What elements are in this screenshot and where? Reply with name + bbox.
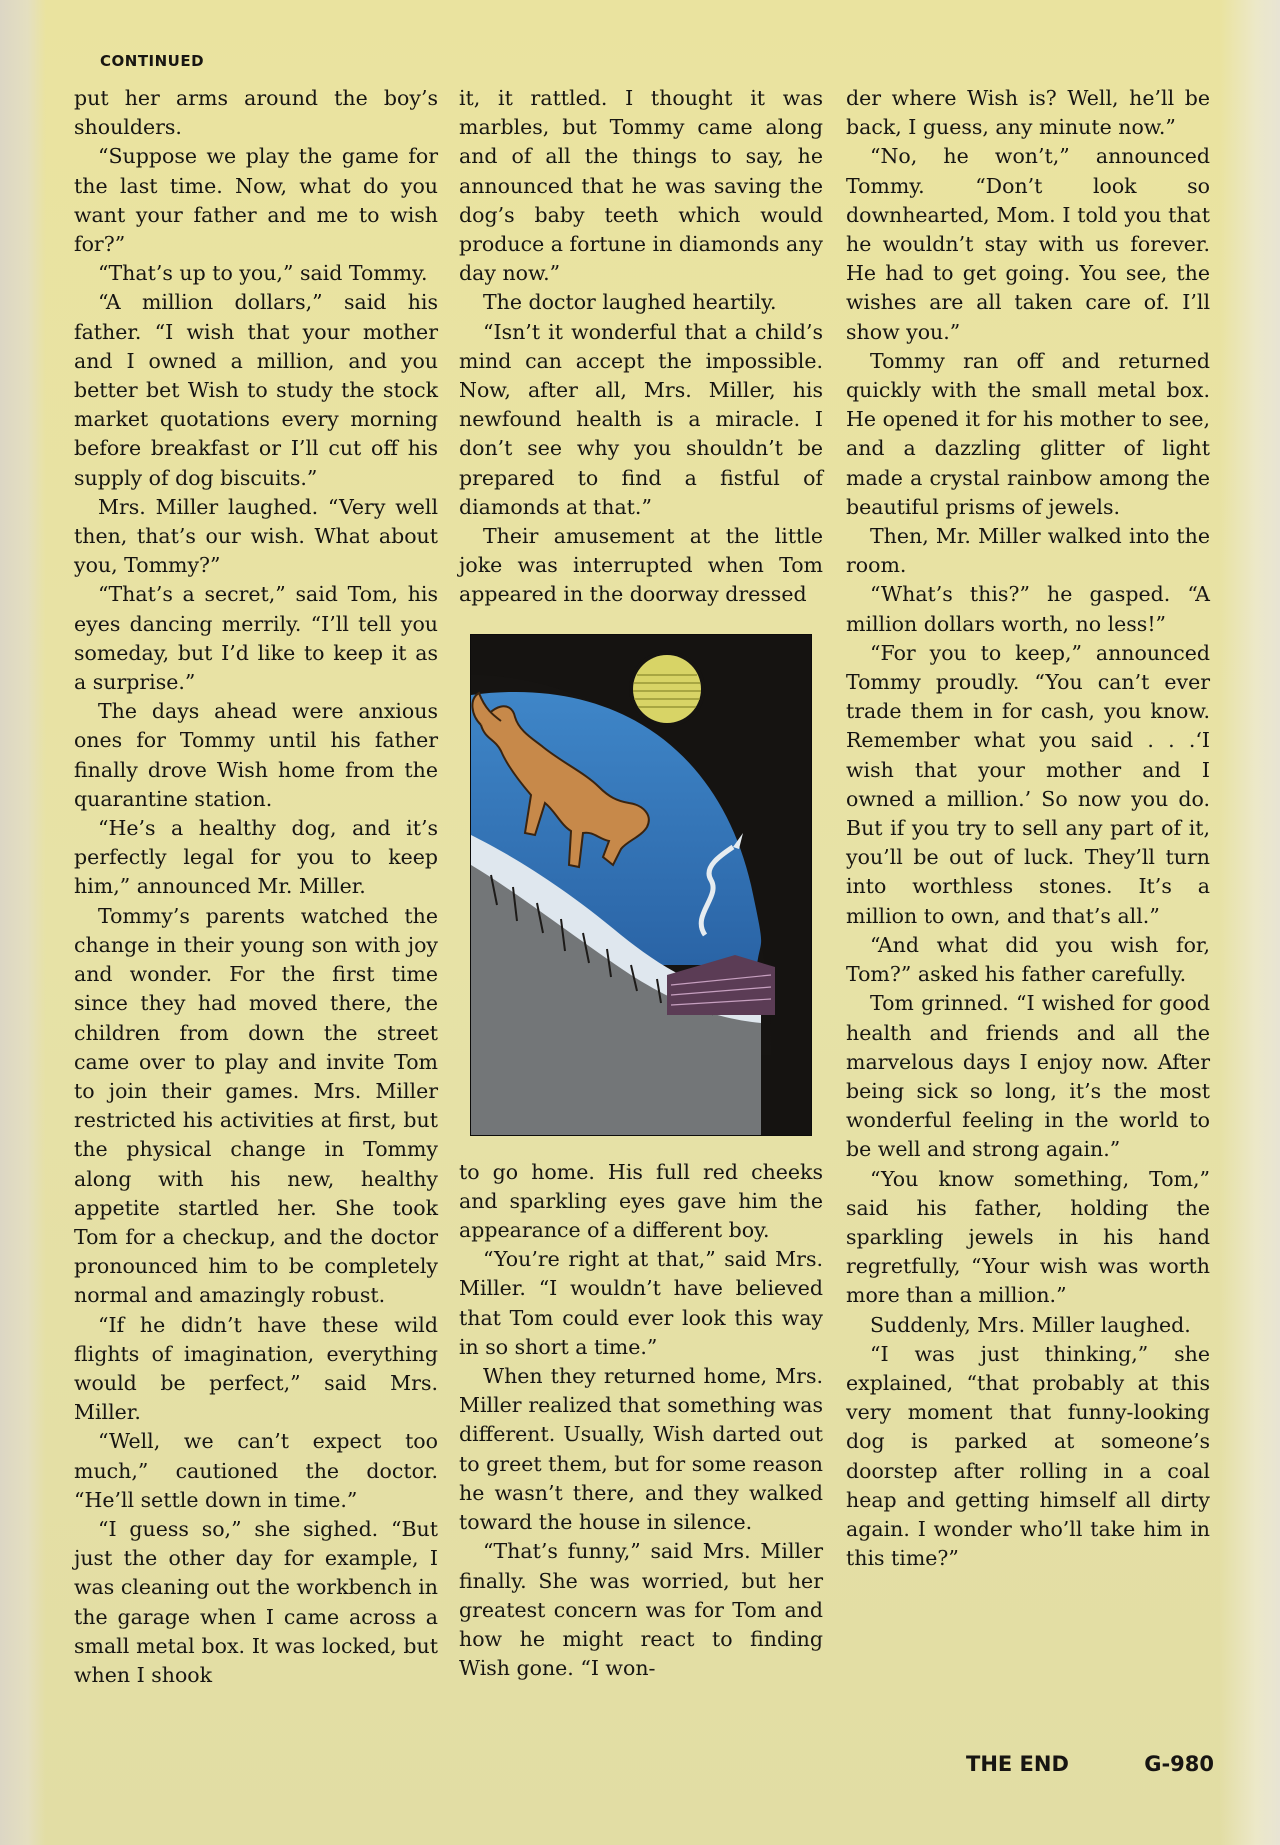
paragraph: “Well, we can’t expect too much,” cautioned the doctor. “He’ll settle down in time.” [74, 1429, 438, 1512]
paragraph: “That’s a secret,” said Tom, his eyes dancing merrily. “I’ll tell you someday, but I’d like to keep it as a surprise.” [74, 582, 438, 695]
paragraph: to go home. His full red cheeks and sparkling eyes gave him the appearance of a different boy. [459, 1159, 823, 1243]
paragraph: “You know something, Tom,” said his father, holding the sparkling jewels in his hand regretfully, “Your wish was worth more than a million.” [846, 1166, 1210, 1308]
paragraph: Their amusement at the little joke was interrupted when Tom appeared in the doorway dressed [459, 524, 823, 607]
text-column-2 [459, 84, 823, 1683]
paragraph: “A million dollars,” said his father. “I wish that your mother and I owned a million, and you better bet Wish to study the stock market quotations every morning before breakfast or I’ll cut off his supply of dog biscuits.” [74, 290, 438, 490]
paragraph: “You’re right at that,” said Mrs. Miller. “I wouldn’t have believed that Tom could ever look this way in so short a time.” [459, 1247, 823, 1359]
illustration-art [471, 635, 811, 1135]
paragraph: “And what did you wish for, Tom?” asked his father carefully. [846, 932, 1210, 987]
text-column-1 [74, 84, 438, 1690]
paragraph: “That’s funny,” said Mrs. Miller finally. She was worried, but her greatest concern was for Tom and how he might react to finding Wish gone. “I won- [459, 1539, 823, 1681]
paragraph: When they returned home, Mrs. Miller realized that something was different. Usually, Wish darted out to greet them, but for some reason he wasn’t there, and they walked toward the house in silence. [459, 1364, 823, 1535]
paragraph: der where Wish is? Well, he’ll be back, I guess, any minute now.” [846, 86, 1210, 140]
dog-leaping-moon-illustration [470, 634, 812, 1136]
paragraph: “That’s up to you,” said Tommy. [98, 261, 428, 286]
the-end-label: THE END [966, 1752, 1069, 1776]
continued-label: CONTINUED [100, 52, 205, 70]
paragraph: “He’s a healthy dog, and it’s perfectly legal for you to keep him,” announced Mr. Miller. [74, 816, 438, 899]
story-footer [966, 1752, 1214, 1776]
paragraph: “For you to keep,” announced Tommy proudly. “You can’t ever trade them in for cash, you know. Remember what you said . . .‘I wish that your mother and I owned a million.’ So now you do. But if you try to sell any part of it, you’ll be out of luck. They’ll turn into worthless stones. It’s a million to own, and that’s all.” [846, 640, 1210, 928]
paragraph: “I guess so,” she sighed. “But just the other day for example, I was cleaning out the workbench in the garage when I came across a small metal box. It was locked, but when I shook [74, 1516, 438, 1687]
paragraph: “What’s this?” he gasped. “A million dollars worth, no less!” [846, 582, 1210, 636]
paragraph: “Suppose we play the game for the last time. Now, what do you want your father and me to wish for?” [74, 144, 438, 257]
text-column-3 [846, 84, 1210, 1573]
paragraph: Tommy’s parents watched the change in their young son with joy and wonder. For the first time since they had moved there, the children from down the street came over to play and invite Tom to join their games. Mrs. Miller restricted his activities at first, but the physical change in Tommy along with his new, healthy appetite startled her. She took Tom for a checkup, and the doctor pronounced him to be completely normal and amazingly robust. [74, 903, 438, 1308]
moon [633, 655, 701, 723]
paragraph: Tom grinned. “I wished for good health and friends and all the marvelous days I enjoy now. After being sick so long, it’s the most wonderful feeling in the world to be well and strong again.” [846, 991, 1210, 1162]
paragraph: “If he didn’t have these wild flights of imagination, everything would be perfect,” said Mrs. Miller. [74, 1312, 438, 1425]
paragraph: Mrs. Miller laughed. “Very well then, that’s our wish. What about you, Tommy?” [74, 494, 438, 578]
story-code: G-980 [1144, 1752, 1214, 1776]
paragraph: “I was just thinking,” she explained, “that probably at this very moment that funny-looking dog is parked at someone’s doorstep after rolling in a coal heap and getting himself all dirty again. I wonder who’ll take him in this time?” [846, 1341, 1210, 1571]
paragraph: “Isn’t it wonderful that a child’s mind can accept the impossible. Now, after all, Mrs. Miller, his newfound health is a miracle. I don’t see why you shouldn’t be prepared to find a fistful of diamonds at that.” [459, 319, 823, 519]
paragraph: it, it rattled. I thought it was marbles, but Tommy came along and of all the things to say, he announced that he was saving the dog’s baby teeth which would produce a fortune in diamonds any day now.” [459, 86, 823, 286]
paragraph: The days ahead were anxious ones for Tommy until his father finally drove Wish home from the quarantine station. [74, 699, 438, 811]
paragraph: Tommy ran off and returned quickly with the small metal box. He opened it for his mother to see, and a dazzling glitter of light made a crystal rainbow among the beautiful prisms of jewels. [846, 348, 1210, 519]
paragraph: Then, Mr. Miller walked into the room. [846, 524, 1210, 578]
paragraph: put her arms around the boy’s shoulders. [74, 86, 438, 140]
paragraph: The doctor laughed heartily. [483, 290, 777, 315]
paragraph: Suddenly, Mrs. Miller laughed. [870, 1312, 1191, 1337]
paragraph: “No, he won’t,” announced Tommy. “Don’t look so downhearted, Mom. I told you that he wouldn’t stay with us forever. He had to get going. You see, the wishes are all taken care of. I’ll show you.” [846, 144, 1210, 344]
